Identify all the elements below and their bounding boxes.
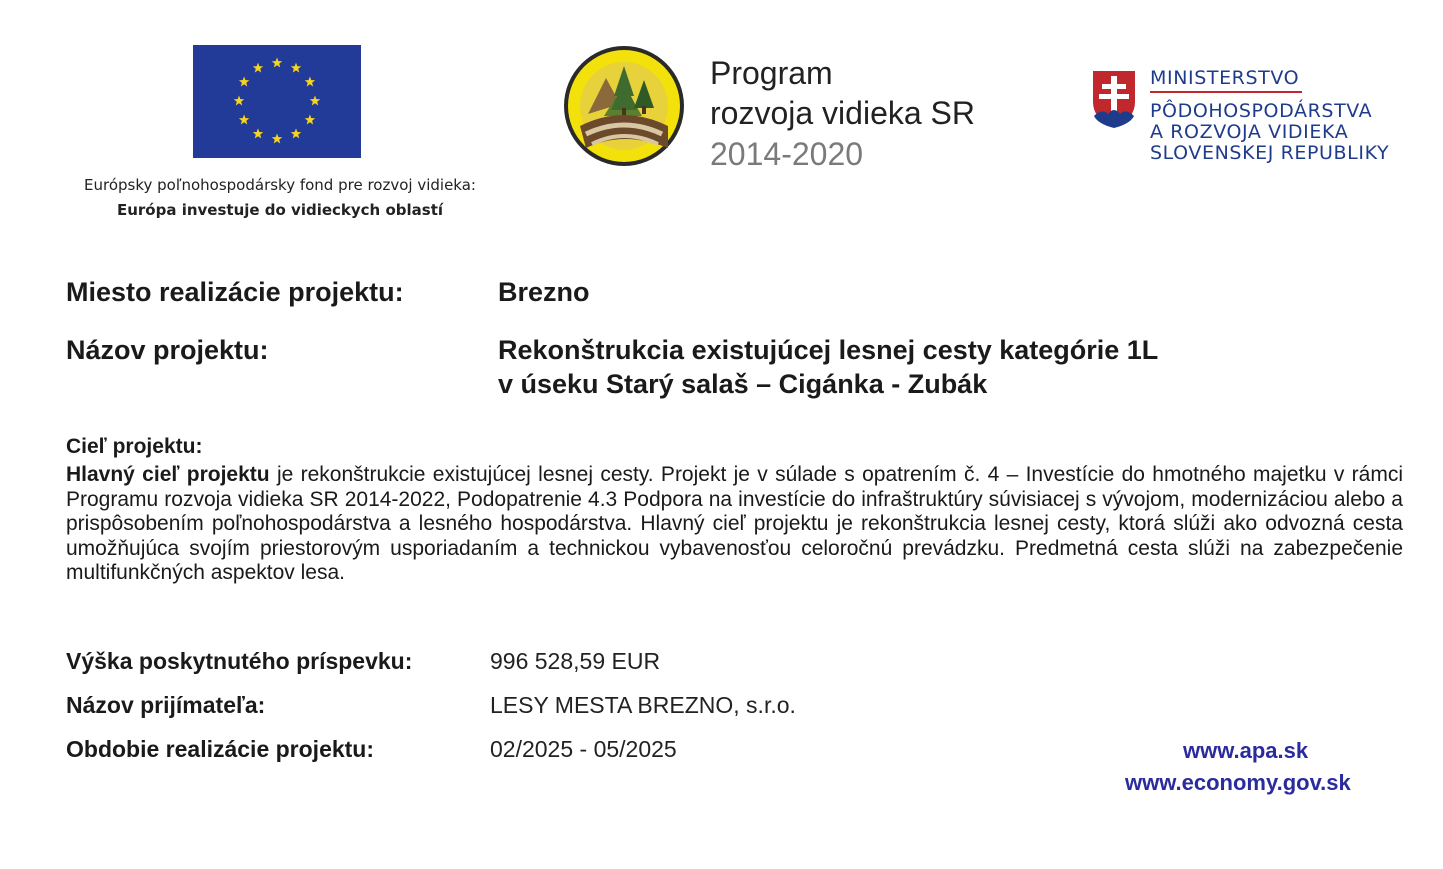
- rural-development-program-logo: [562, 44, 686, 168]
- grant-amount-value: 996 528,59 EUR: [490, 648, 661, 674]
- ministry-name-line3: A ROZVOJA VIDIEKA: [1150, 121, 1349, 143]
- project-goal-heading: Cieľ projektu:: [66, 435, 203, 458]
- project-location-value: Brezno: [498, 277, 590, 307]
- program-title-line1: Program: [710, 55, 833, 91]
- project-name-line2: v úseku Starý salaš – Cigánka - Zubák: [498, 369, 988, 399]
- recipient-label: Názov prijímateľa:: [66, 692, 266, 718]
- eu-fund-caption: Európsky poľnohospodársky fond pre rozvoj vidieka:: [84, 176, 476, 194]
- apa-website-link[interactable]: www.apa.sk: [1183, 738, 1309, 763]
- ministry-accent-line: [1150, 91, 1302, 93]
- program-title-line2: rozvoja vidieka SR: [710, 95, 975, 131]
- project-goal-text: je rekonštrukcie existujúcej lesnej cesty. Projekt je v súlade s opatrením č. 4 – Investície do hmotného majetku v rámci Programu rozvoja vidieka SR 2014-2022, Podopatrenie 4.3 Podpora na investície do infraštruktúry súvisiacej s vývojom, modernizáciou alebo a prispôsobením poľnohospodárstva a lesného hospodárstva. Hlavný cieľ projektu je rekonštrukcia lesnej cesty, ktorá slúži ako odvozná cesta umožňujúca svojím priestorovým usporiadaním a technickou vybavenosťou celoročnú prevádzku. Predmetná cesta slúži na zabezpečenie multifunkčných aspektov lesa.: [66, 463, 1403, 584]
- recipient-value: LESY MESTA BREZNO, s.r.o.: [490, 692, 796, 718]
- project-period-label: Obdobie realizácie projektu:: [66, 736, 375, 762]
- project-location-label: Miesto realizácie projektu:: [66, 277, 404, 307]
- project-period-value: 02/2025 - 05/2025: [490, 736, 677, 762]
- eu-fund-slogan: Európa investuje do vidieckych oblastí: [116, 201, 443, 219]
- eu-flag-logo: [193, 45, 361, 158]
- project-name-line1: Rekonštrukcia existujúcej lesnej cesty kategórie 1L: [498, 335, 1159, 365]
- ministry-name-line1: MINISTERSTVO: [1150, 67, 1300, 89]
- project-goal-lead: Hlavný cieľ projektu: [66, 463, 270, 486]
- project-name-label: Názov projektu:: [66, 335, 269, 365]
- program-years: 2014-2020: [710, 136, 864, 172]
- ministry-name-line2: PÔDOHOSPODÁRSTVA: [1150, 100, 1373, 122]
- grant-amount-label: Výška poskytnutého príspevku:: [66, 648, 413, 674]
- ministry-name-line4: SLOVENSKEJ REPUBLIKY: [1150, 142, 1390, 164]
- slovak-coat-of-arms-icon: [1090, 68, 1138, 130]
- project-goal-paragraph: [66, 463, 1403, 586]
- economy-website-link[interactable]: www.economy.gov.sk: [1125, 770, 1351, 795]
